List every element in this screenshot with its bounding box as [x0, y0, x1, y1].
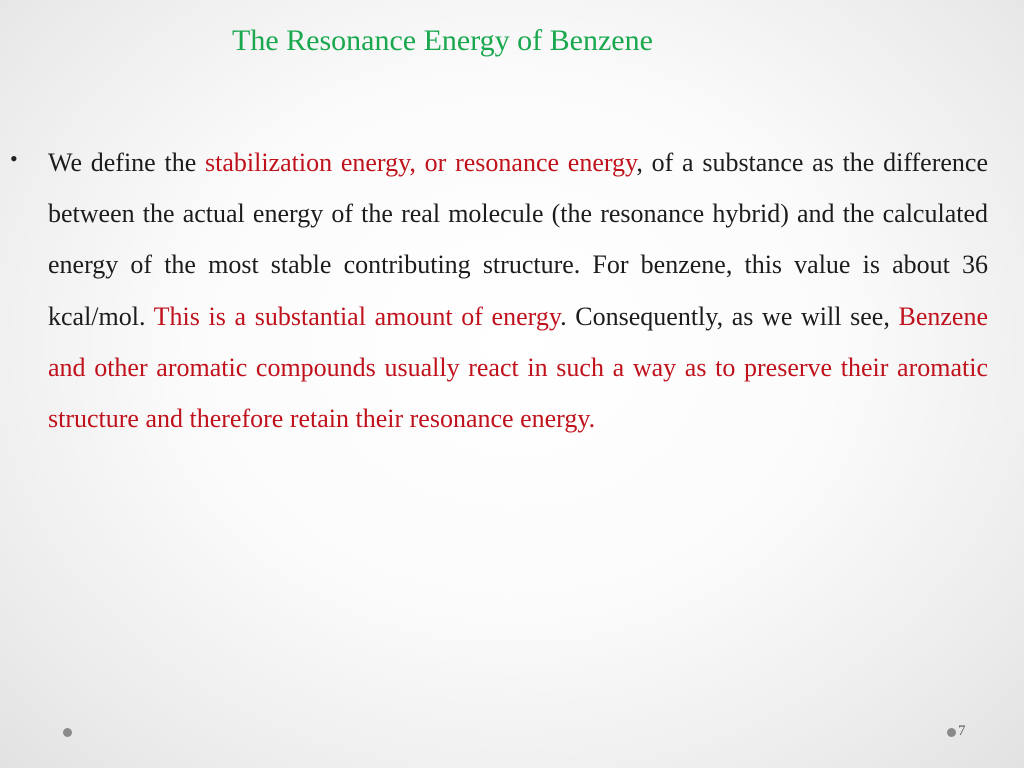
page-number: 7 [958, 723, 966, 739]
bullet-icon: • [10, 146, 18, 171]
decorative-dot-left-icon [63, 728, 72, 737]
decorative-dot-right-icon [947, 728, 956, 737]
highlight-substantial-energy: This is a substantial amount of energy [153, 301, 561, 331]
highlight-stabilization-energy: stabilization energy, or resonance energy [205, 148, 637, 177]
highlight-aromatic-compounds: Benzene and other aromatic compounds usually react in such a way as to preserve their aromatic structure and therefore retain their resonance energy. [48, 301, 988, 434]
bullet-paragraph [48, 137, 988, 444]
text-segment: We define the [48, 148, 205, 177]
text-segment: , of a substance as the difference between the actual energy of the real molecule (the resonance hybrid) and the calculated energy of the most stable contributing structure. For benzene, this value is about 36 kcal/mol. [48, 148, 988, 331]
slide-title: The Resonance Energy of Benzene [232, 24, 653, 57]
text-segment: . Consequently, as we will see, [560, 301, 899, 331]
